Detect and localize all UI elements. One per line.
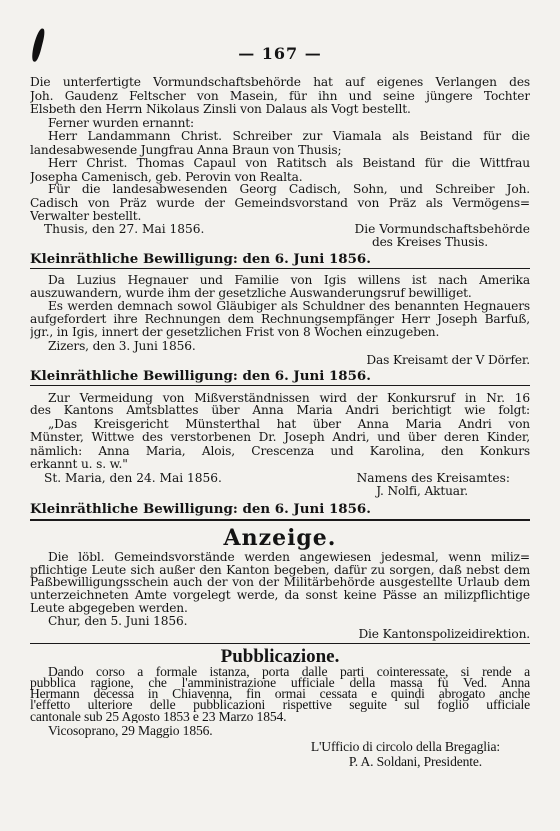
signature: J. Nolfi, Aktuar. — [376, 484, 468, 499]
text-line: Da Luzius Hegnauer und Familie von Igis willens ist nach Amerika — [48, 272, 530, 287]
text-line: Elsbeth den Herrn Nikolaus Zinsli von Dalaus als Vogt bestellt. — [30, 102, 411, 117]
place-date: Thusis, den 27. Mai 1856. — [44, 222, 205, 237]
text-line: nämlich: Anna Maria, Alois, Crescenza und Karolina, den Konkurs — [30, 443, 530, 458]
text-line: Herr Christ. Thomas Capaul von Ratitsch als Beistand für die Wittfrau — [48, 155, 530, 170]
text-line: Herr Landammann Christ. Schreiber zur Viamala als Beistand für die — [48, 129, 530, 144]
signature: Die Vormundschaftsbehörde — [354, 222, 530, 237]
signature: Die Kantonspolizeidirektion. — [358, 627, 530, 642]
text-line: pubblica ragione, che l'amministrazione ufficiale della massa fù Ved. Anna — [30, 676, 530, 691]
text-line: Zur Vermeidung von Mißverständnissen wird der Konkursruf in Nr. 16 — [48, 390, 530, 405]
signature: des Kreises Thusis. — [371, 234, 488, 249]
place-date: St. Maria, den 24. Mai 1856. — [44, 470, 222, 485]
text-line: Paßbewilligungsschein auch der von der Militärbehörde ausgestellte Urlaub dem — [30, 575, 530, 590]
place-date: Chur, den 5. Juni 1856. — [48, 614, 188, 629]
divider — [30, 519, 530, 521]
text-line: Hermann decessa in Chiavenna, fin ormai cessata e quindi abrogato anche — [30, 687, 530, 702]
text-line: landesabwesende Jungfrau Anna Braun von Thusis; — [30, 142, 342, 157]
text-line: jgr., in Igis, innert der gesetzlichen Frist von 8 Wochen einzugeben. — [30, 325, 440, 340]
divider — [30, 385, 530, 386]
signature: P. A. Soldani, Presidente. — [348, 754, 482, 769]
place-date: Zizers, den 3. Juni 1856. — [48, 338, 196, 353]
text-line: Ferner wurden ernannt: — [48, 116, 194, 131]
place-date: Vicosoprano, 29 Maggio 1856. — [48, 723, 213, 738]
text-line: Dando corso a formale istanza, porta dalle parti cointeressate, si rende a — [48, 664, 530, 679]
text-line: Die löbl. Gemeindsvorstände werden angewiesen jedesmal, wenn miliz= — [48, 549, 530, 564]
approval-heading: Kleinräthliche Bewilligung: den 6. Juni 1856. — [30, 368, 371, 385]
signature: Namens des Kreisamtes: — [356, 470, 510, 485]
text-line: Die unterfertigte Vormundschaftsbehörde hat auf eigenes Verlangen des — [30, 74, 530, 89]
text-line: Leute abgegeben werden. — [30, 601, 188, 616]
text-line: unterzeichneten Amte vorgelegt werde, da sonst keine Pässe an milizpflichtige — [30, 588, 530, 603]
text-line: „Das Kreisgericht Münsterthal hat über Anna Maria Andri von — [48, 417, 530, 432]
text-line: auszuwandern, wurde ihm der gesetzliche Auswanderungsruf bewilliget. — [30, 285, 472, 300]
text-line: l'effetto ulteriore delle pubblicazioni rispettive seguite sul foglio ufficiale — [30, 698, 530, 713]
text-line: cantonale sub 25 Agosto 1853 e 23 Marzo 1854. — [30, 709, 287, 723]
text-line: pflichtige Leute sich außer den Kanton begeben, dafür zu sorgen, daß nebst dem — [30, 562, 530, 577]
text-line: Josepha Camenisch, geb. Perovin von Realta. — [30, 169, 303, 184]
text-line: Cadisch von Präz wurde der Gemeindsvorstand von Präz als Vermögens= — [30, 196, 530, 211]
text-line: erkannt u. s. w." — [30, 456, 128, 471]
text-line: Joh. Gaudenz Feltscher von Masein, für ihn und seine jüngere Tochter — [30, 88, 530, 103]
section-title: Pubblicazione. — [220, 646, 340, 667]
text-line: des Kantons Amtsblattes über Anna Maria Andri berichtigt wie folgt: — [30, 403, 530, 418]
approval-heading: Kleinräthliche Bewilligung: den 6. Juni 1856. — [30, 251, 371, 268]
text-line: Verwalter bestellt. — [30, 209, 142, 224]
text-line: Für die landesabwesenden Georg Cadisch, Sohn, und Schreiber Joh. — [48, 182, 530, 197]
signature: L'Ufficio di circolo della Bregaglia: — [310, 739, 500, 754]
signature: Das Kreisamt der V Dörfer. — [366, 352, 530, 367]
divider — [30, 643, 530, 644]
text-line: Münster, Wittwe des verstorbenen Dr. Joseph Andri, und über deren Kinder, — [30, 430, 530, 445]
text-line: aufgefordert ihre Rechnungen dem Rechnungsempfänger Herr Joseph Barfuß, — [30, 312, 530, 327]
approval-heading: Kleinräthliche Bewilligung: den 6. Juni 1856. — [30, 500, 371, 517]
section-title: Anzeige. — [223, 524, 337, 551]
text-line: Es werden demnach sowol Gläubiger als Schuldner des benannten Hegnauers — [48, 299, 530, 314]
page-number: — 167 — — [238, 44, 322, 63]
divider — [30, 268, 530, 269]
